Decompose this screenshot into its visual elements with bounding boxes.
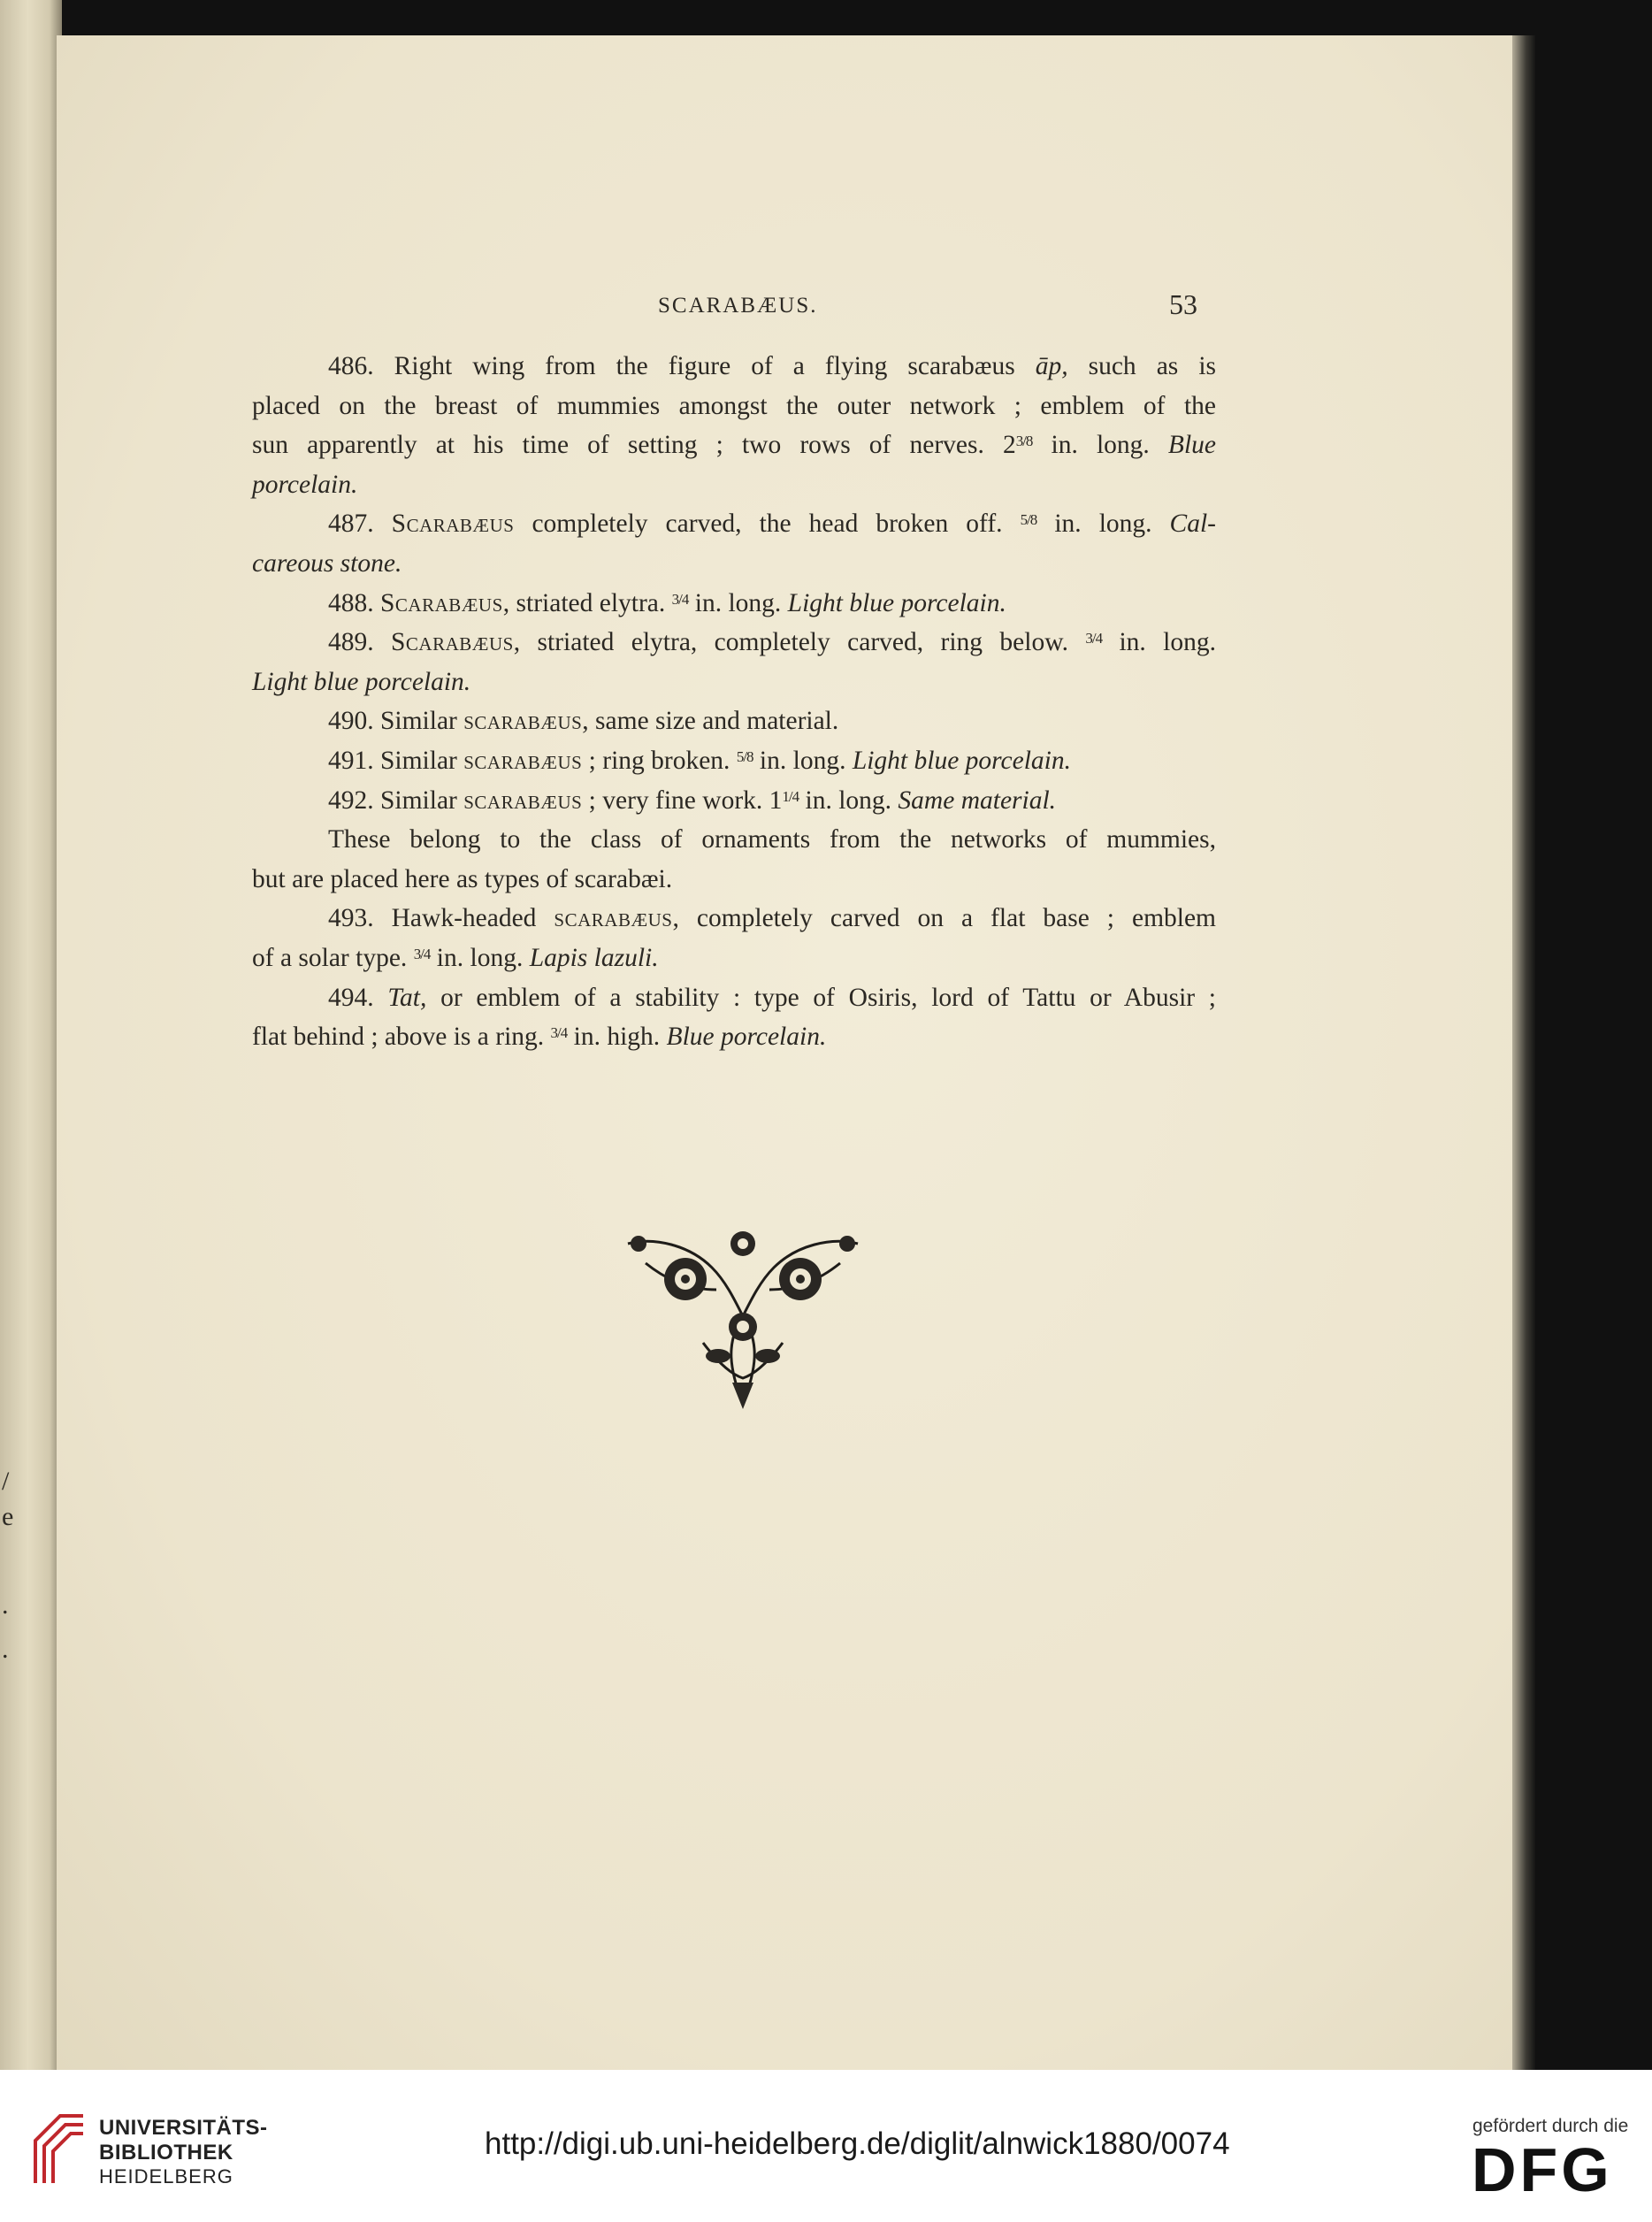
text-segment: scarabæus bbox=[463, 785, 583, 815]
fraction: 3/4 bbox=[671, 590, 689, 608]
digitization-footer bbox=[0, 2070, 1652, 2222]
text-segment: Same material. bbox=[898, 785, 1057, 815]
text-segment: 492. Similar bbox=[328, 785, 464, 815]
page-number: 53 bbox=[1169, 288, 1197, 320]
prev-page-glyph: . bbox=[2, 1635, 9, 1664]
text-segment: 489. bbox=[328, 628, 392, 657]
text-segment: Light blue porcelain. bbox=[252, 667, 471, 696]
text-segment: scarabæus bbox=[463, 747, 583, 775]
text-segment: in. long. bbox=[430, 944, 530, 972]
text-segment: , striated elytra, completely carved, ring below. bbox=[513, 628, 1086, 657]
fraction: 3/8 bbox=[1015, 433, 1033, 450]
text-segment: , completely carved on a flat base ; emblem bbox=[672, 904, 1216, 933]
text-segment: These belong to the class of ornaments from the networks of mummies, bbox=[328, 825, 1216, 854]
page-edge bbox=[1512, 35, 1535, 2070]
text-line bbox=[252, 1019, 1216, 1058]
text-line bbox=[252, 546, 1216, 581]
text-line bbox=[252, 980, 1216, 1015]
text-segment: in. long. bbox=[688, 588, 788, 617]
text-line bbox=[252, 388, 1216, 424]
text-segment: sun apparently at his time of setting ; two rows of nerves. 2 bbox=[252, 431, 1016, 460]
text-segment: or emblem of a stability : type of Osiris, lord of Tattu or Abusir ; bbox=[426, 983, 1217, 1012]
text-line bbox=[252, 743, 1216, 782]
floral-ornament-icon bbox=[619, 1228, 867, 1409]
funded-by-label: gefördert durch die bbox=[1472, 2116, 1629, 2136]
text-segment: 491. Similar bbox=[328, 747, 464, 775]
text-segment: āp, bbox=[1035, 352, 1068, 380]
text-segment: Scarabæus bbox=[391, 628, 514, 657]
text-segment: porcelain. bbox=[252, 470, 358, 499]
library-logo-icon bbox=[30, 2109, 88, 2185]
text-segment: Scarabæus bbox=[380, 588, 503, 617]
text-line bbox=[252, 467, 1216, 502]
text-line bbox=[252, 506, 1216, 545]
running-head: SCARABÆUS. bbox=[658, 294, 818, 318]
text-segment: , same size and material. bbox=[582, 707, 839, 736]
fraction: 1/4 bbox=[782, 787, 799, 805]
text-segment: scarabæus bbox=[463, 707, 583, 736]
text-segment: such as is bbox=[1067, 352, 1216, 380]
text-line bbox=[252, 586, 1216, 624]
text-line bbox=[252, 703, 1216, 739]
previous-page-edge bbox=[0, 0, 62, 2070]
text-segment: in. high. bbox=[567, 1023, 667, 1052]
text-line bbox=[252, 862, 1216, 897]
text-segment: in. long. bbox=[1032, 431, 1168, 460]
text-segment: Scarabæus bbox=[391, 510, 515, 539]
text-segment: in. long. bbox=[753, 747, 853, 775]
text-segment: Tat, bbox=[387, 983, 427, 1012]
text-segment: , striated elytra. bbox=[502, 588, 672, 617]
prev-page-glyph: . bbox=[2, 1590, 9, 1620]
text-segment: 493. Hawk-headed bbox=[328, 904, 554, 933]
text-segment: 490. Similar bbox=[328, 707, 464, 736]
text-line bbox=[252, 940, 1216, 979]
fraction: 3/4 bbox=[413, 946, 431, 962]
fraction: 3/4 bbox=[1085, 630, 1103, 647]
text-segment: in. long. bbox=[799, 785, 899, 815]
text-segment: Light blue porcelain. bbox=[787, 588, 1006, 617]
text-segment: in. long. bbox=[1102, 628, 1216, 657]
text-segment: of a solar type. bbox=[252, 944, 414, 972]
text-line bbox=[252, 624, 1216, 663]
text-segment: 488. bbox=[328, 588, 380, 617]
library-name-line1: UNIVERSITÄTS- bbox=[99, 2116, 268, 2140]
text-line bbox=[252, 783, 1216, 822]
prev-page-glyph: / bbox=[2, 1467, 10, 1496]
text-line bbox=[252, 900, 1216, 936]
fraction: 5/8 bbox=[736, 748, 753, 765]
text-segment: in. long. bbox=[1036, 510, 1170, 539]
text-segment: Lapis lazuli. bbox=[529, 944, 659, 972]
text-segment: 486. Right wing from the figure of a flying scarabæus bbox=[328, 352, 1036, 380]
text-segment: but are placed here as types of scarabæi. bbox=[252, 864, 673, 893]
text-segment: 494. bbox=[328, 983, 388, 1012]
library-name-line2: BIBLIOTHEK bbox=[99, 2141, 233, 2165]
text-line bbox=[252, 427, 1216, 466]
text-line bbox=[252, 664, 1216, 700]
text-segment: ; ring broken. bbox=[582, 747, 737, 775]
text-segment: careous stone. bbox=[252, 549, 402, 578]
text-segment: Light blue porcelain. bbox=[852, 747, 1072, 775]
permalink-url[interactable]: http://digi.ub.uni-heidelberg.de/diglit/alnwick1880/0074 bbox=[485, 2126, 1230, 2161]
library-name-line3: HEIDELBERG bbox=[99, 2165, 233, 2188]
text-segment: 487. bbox=[328, 510, 392, 539]
text-segment: Cal- bbox=[1169, 510, 1216, 539]
dfg-logo: DFG bbox=[1472, 2135, 1613, 2204]
text-segment: Blue porcelain. bbox=[666, 1023, 827, 1052]
text-segment: completely carved, the head broken off. bbox=[514, 510, 1021, 539]
text-segment: placed on the breast of mummies amongst the outer network ; emblem of the bbox=[252, 391, 1216, 420]
text-line bbox=[252, 349, 1216, 384]
text-segment: ; very fine work. 1 bbox=[582, 785, 783, 815]
fraction: 5/8 bbox=[1020, 511, 1037, 529]
text-segment: flat behind ; above is a ring. bbox=[252, 1023, 551, 1052]
prev-page-glyph: e bbox=[2, 1502, 14, 1531]
text-segment: scarabæus bbox=[554, 904, 673, 933]
text-segment: Blue bbox=[1167, 431, 1216, 460]
text-line bbox=[252, 822, 1216, 857]
fraction: 3/4 bbox=[550, 1024, 568, 1042]
